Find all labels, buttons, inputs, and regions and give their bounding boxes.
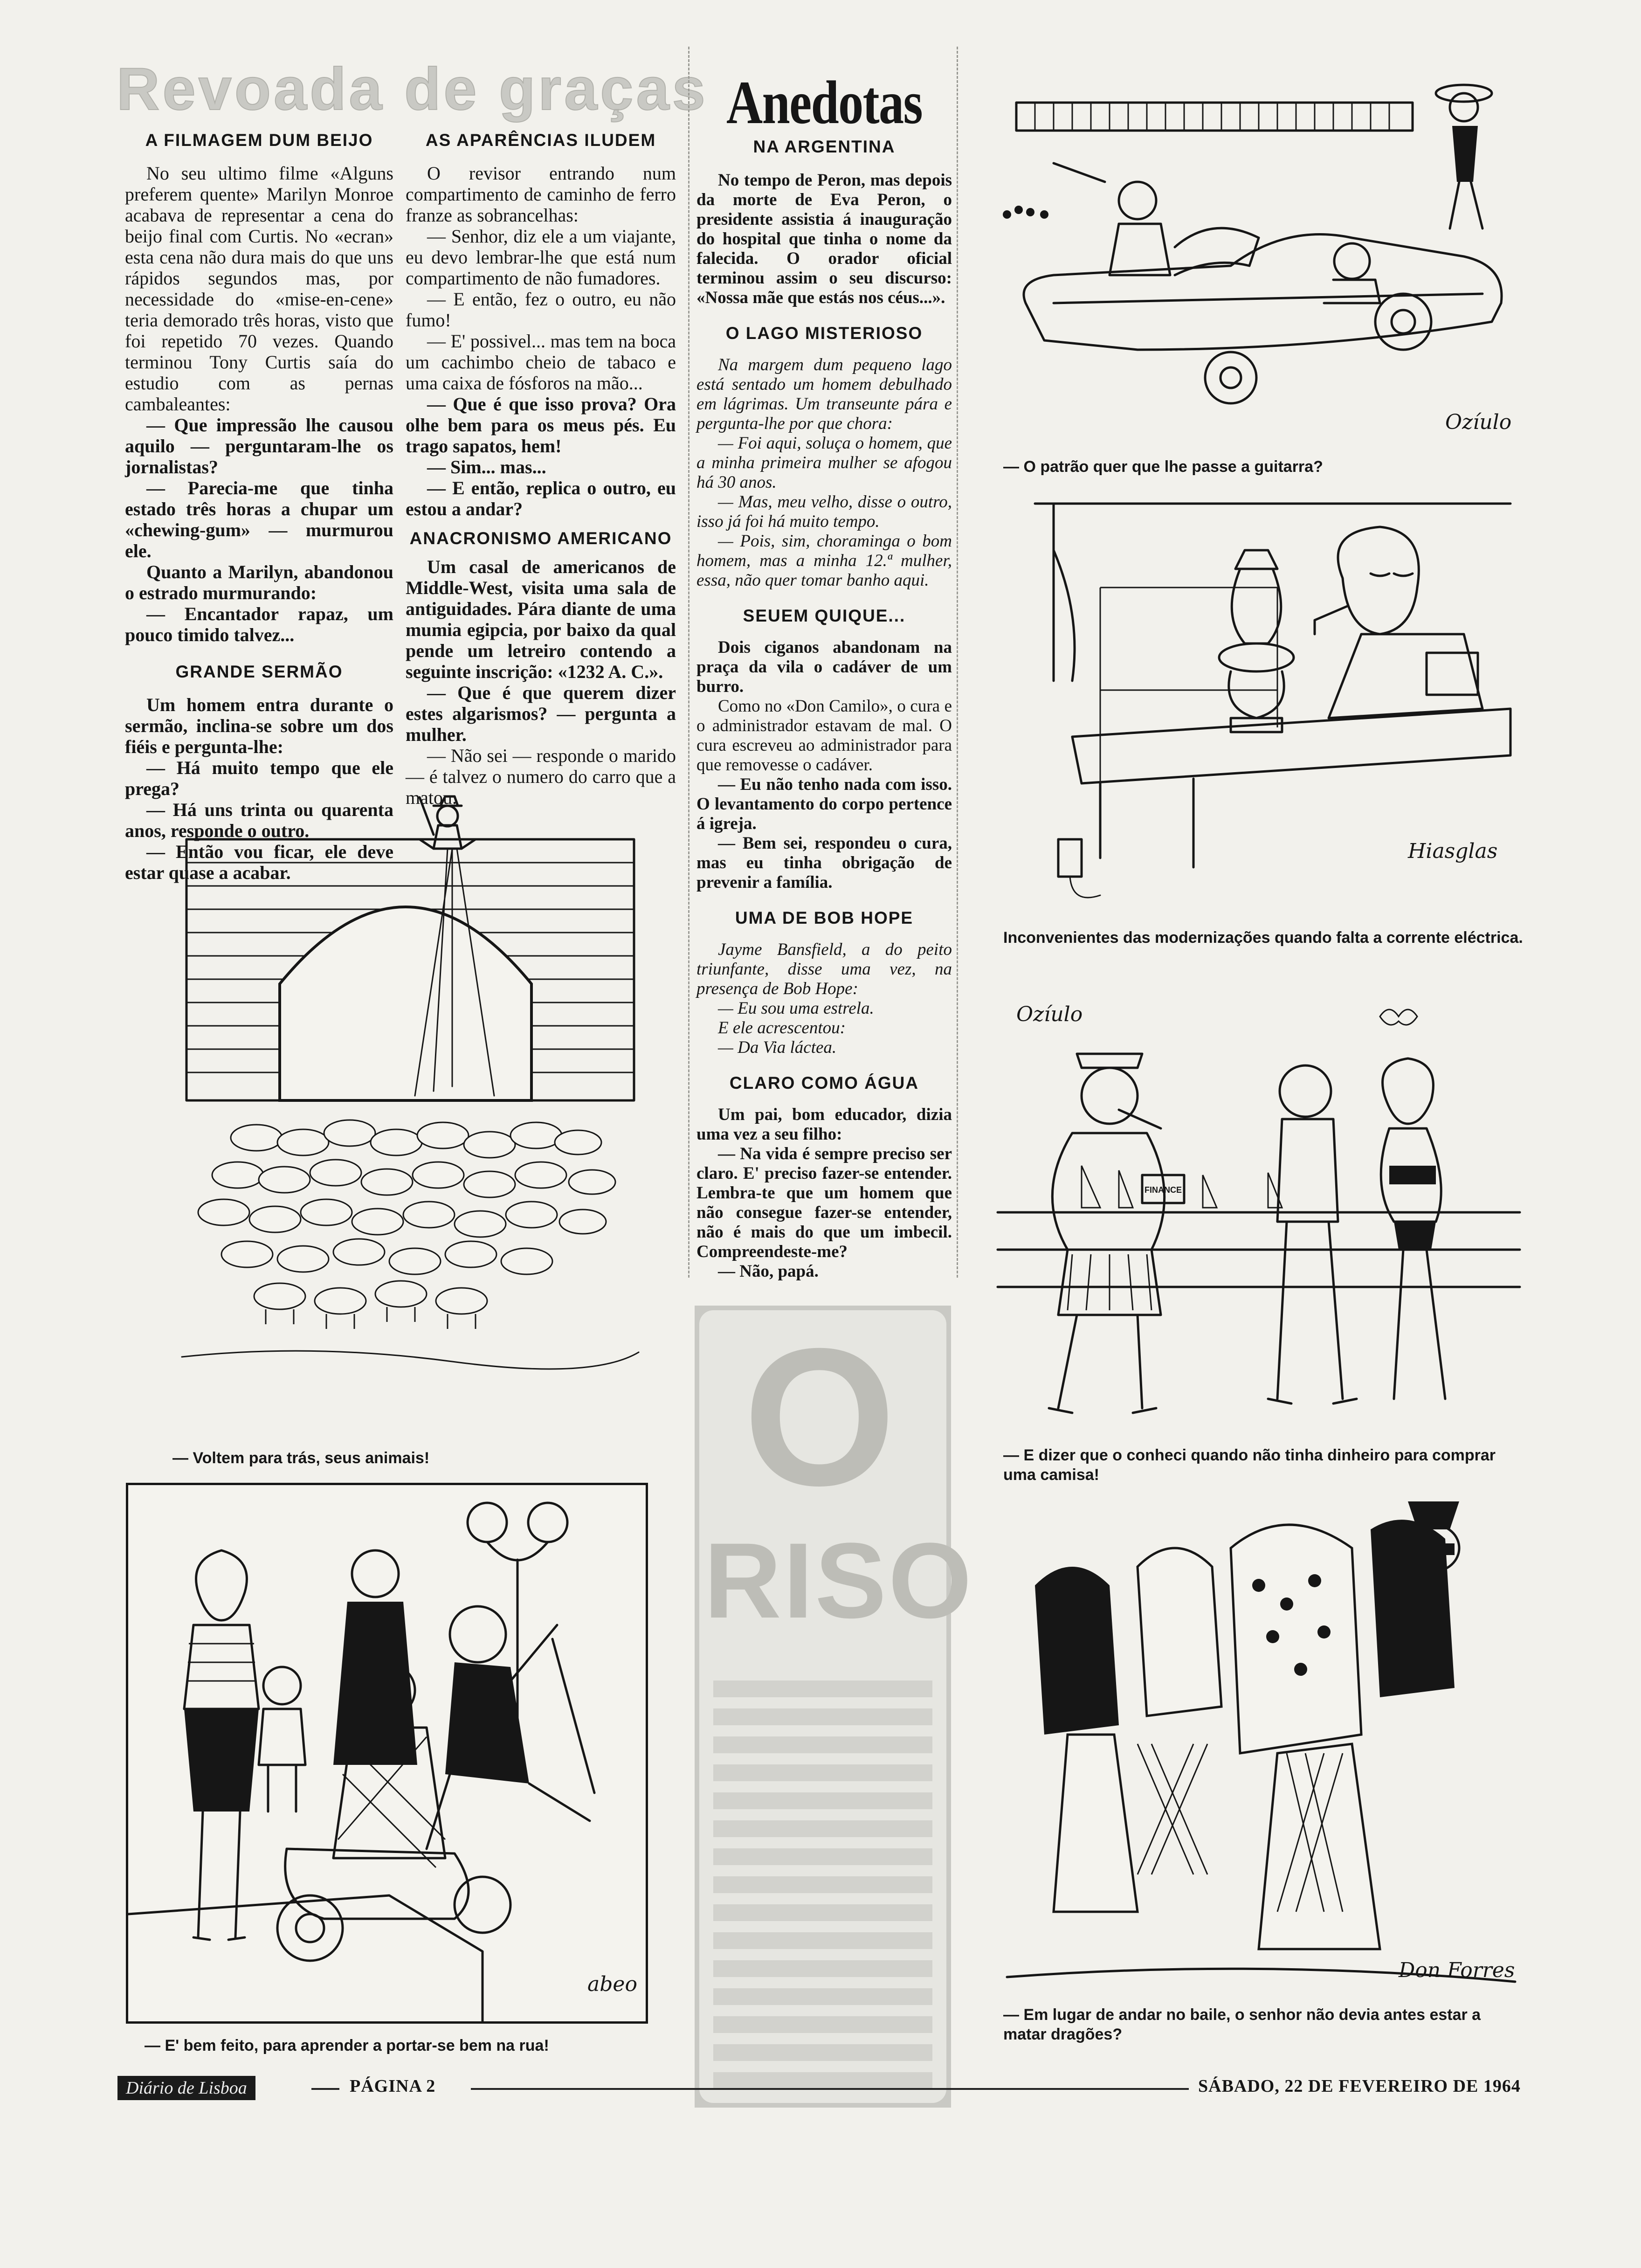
paragraph: — Não sei — responde o marido — é talvez o numero do carro que a matou. [406, 745, 676, 808]
paragraph: Um pai, bom educador, dizia uma vez a seu filho: [696, 1105, 952, 1144]
running-man-figure [427, 1606, 594, 1849]
column-1 [125, 130, 393, 883]
column-divider [688, 47, 689, 1278]
riso-texture [713, 1679, 932, 2089]
paragraph: — Senhor, diz ele a um viajante, eu devo lembrar-lhe que está num compartimento de não fumadores. [406, 226, 676, 289]
paragraph: — Parecia-me que tinha estado três horas a chupar um «chewing-gum» — murmurou ele. [125, 477, 393, 561]
grandmother-figure [333, 1550, 417, 1765]
child-figure [259, 1667, 305, 1812]
paragraph: — Pois, sim, choraminga o bom homem, mas a minha 12.ª mulher, essa, não quer tomar banho aqui. [696, 532, 952, 590]
heading-bob-hope: UMA DE BOB HOPE [735, 908, 914, 927]
paragraph: Dois ciganos abandonam na praça da vila o cadáver de um burro. [696, 638, 952, 696]
paragraph: O revisor entrando num compartimento de caminho de ferro franze as sobrancelhas: [406, 163, 676, 226]
paragraph: — E então, replica o outro, eu estou a andar? [406, 477, 676, 519]
bridge-arch [280, 907, 531, 1100]
column-3 [696, 70, 952, 1281]
paragraph: Na margem dum pequeno lago está sentado um homem debulhado em lágrimas. Um transeunte pára e pergunta-lhe por que chora: [696, 355, 952, 433]
paragraph: — Mas, meu velho, disse o outro, isso já foi há muito tempo. [696, 492, 952, 531]
heading-filmagem: A FILMAGEM DUM BEIJO [145, 131, 373, 150]
beach-signature: Ozíulo [1016, 1003, 1083, 1026]
paragraph: — E' possivel... mas tem na boca um cachimbo cheio de tabaco e uma caixa de fósforos na mão... [406, 331, 676, 394]
street-signature: abeo [587, 1972, 637, 1996]
music-notes [1003, 206, 1048, 219]
car-illustration [998, 61, 1520, 452]
butterfly [1380, 1010, 1417, 1025]
paragraph: — Que impressão lhe causou aquilo — perguntaram-lhe os jornalistas? [125, 415, 393, 477]
sea-wall [998, 1250, 1520, 1287]
chauffeur-figure [1324, 243, 1380, 303]
paragraph: — Na vida é sempre preciso ser claro. E' preciso fazer-se entender. Lembra-te que um homem que não consegue fazer-se entender, não é mais do que um imbecil. Compreendeste-me? [696, 1144, 952, 1261]
issue-date: SÁBADO, 22 DE FEVEREIRO DE 1964 [1198, 2076, 1521, 2096]
paragraph: E ele acrescentou: [718, 1018, 846, 1037]
paragraph: Como no «Don Camilo», o cura e o administrador estavam de mal. O cura escreveu ao administrador para que removesse o cadáver. [696, 697, 952, 774]
paragraph: — Da Via láctea. [718, 1038, 837, 1057]
power-cord [1070, 877, 1100, 898]
lamp-signature: Hiasglas [1408, 839, 1498, 863]
riso-word-riso: RISO [704, 1521, 974, 1640]
sheep-bridge-illustration [172, 788, 648, 1431]
paragraph: — Há uns trinta ou quarenta anos, responde o outro. [125, 799, 393, 841]
beach-illustration [988, 989, 1524, 1436]
musician-figure [1054, 163, 1259, 275]
anedotas-title: Anedotas [726, 68, 922, 137]
balusters [1035, 103, 1389, 131]
drover-figure [420, 796, 476, 849]
sheep-caption: — Voltem para trás, seus animais! [172, 1449, 430, 1467]
crowd-shapes [1035, 1520, 1455, 1949]
heading-claro: CLARO COMO ÁGUA [729, 1073, 919, 1093]
car-signature: Ozíulo [1445, 410, 1512, 434]
window-frame [1035, 504, 1510, 681]
bikini-woman-figure [1381, 1058, 1445, 1399]
column-2 [406, 130, 676, 808]
ground-line [182, 1351, 639, 1369]
lamp-caption: Inconvenientes das modernizações quando falta a corrente eléctrica. [1003, 929, 1523, 947]
paragraph: Um casal de americanos de Middle-West, visita uma sala de antiguidades. Pára diante de uma mumia egipcia, por baixo da qual pende um letreiro contendo a seguinte inscrição: «1232 A. C.». [406, 556, 676, 682]
paragraph: — Eu não tenho nada com isso. O levantamento do corpo pertence á igreja. [696, 775, 952, 833]
paragraph: — Que é que isso prova? Ora olhe bem para os meus pés. Eu trago sapatos, hem! [406, 394, 676, 456]
paragraph: Quanto a Marilyn, abandonou o estrado murmurando: [125, 561, 393, 603]
ball-caption: — Em lugar de andar no baile, o senhor não devia antes estar a matar dragões? [1003, 2006, 1481, 2043]
paragraph: — Há muito tempo que ele prega? [125, 757, 393, 799]
footer-rule [311, 2088, 339, 2090]
paragraph: — Então vou ficar, ele deve estar quase a acabar. [125, 841, 393, 883]
heading-sermao: GRANDE SERMÃO [175, 662, 343, 681]
sailboats [1082, 1166, 1282, 1208]
paragraph: — Sim... mas... [427, 456, 546, 477]
car-wheel [1205, 352, 1256, 403]
footer-rule [471, 2088, 1189, 2090]
paragraph: — Foi aqui, soluça o homem, que a minha primeira mulher se afogou há 30 anos. [696, 434, 952, 492]
finance-label: FINANCE [1145, 1185, 1182, 1195]
window-panes [1100, 588, 1277, 783]
section-title: Revoada de graças [117, 56, 708, 123]
balustrade [1016, 103, 1413, 131]
woman-figure [184, 1550, 259, 1940]
paragraph: — Não, papá. [718, 1262, 819, 1281]
street-illustration [128, 1485, 646, 2021]
paragraph: — Que é que querem dizer estes algarismos? — pergunta a mulher. [406, 682, 676, 745]
man-with-pipe [1315, 527, 1482, 718]
paragraph: Jayme Bansfield, a do peito triunfante, disse uma vez, na presença de Bob Hope: [696, 940, 952, 998]
woman-with-hat [1436, 85, 1492, 228]
newspaper-logo: Diário de Lisboa [117, 2076, 255, 2100]
riso-block [695, 1306, 974, 2108]
oil-lamp [1219, 550, 1294, 732]
page-number: PÁGINA 2 [350, 2076, 436, 2096]
fat-man-figure [1049, 1054, 1184, 1413]
wall-socket [1058, 839, 1082, 877]
ball-illustration [998, 1492, 1524, 1996]
street-caption: — E' bem feito, para aprender a portar-se bem na rua! [145, 2037, 549, 2054]
car-caption: — O patrão quer que lhe passe a guitarra? [1003, 458, 1323, 476]
heading-aparencias: AS APARÊNCIAS ILUDEM [425, 131, 656, 150]
paragraph: No seu ultimo filme «Alguns preferem quente» Marilyn Monroe acabava de representar a cena do beijo final com Curtis. No «ecran» esta cena não dura mais do que uns rápidos segundos mas, por necessidade do «mise-en-cene» teria demorado três horas, visto que foi repetido 70 vezes. Quando terminou Tony Curtis saía do estudio com as pernas cambaleantes: [125, 163, 393, 415]
paragraph: — E então, fez o outro, eu não fumo! [406, 289, 676, 331]
paragraph: — Encantador rapaz, um pouco timido talvez... [125, 603, 393, 645]
thin-man-figure [1268, 1065, 1357, 1404]
car-wheel [1375, 294, 1431, 350]
heading-lago: O LAGO MISTERIOSO [725, 324, 923, 343]
paragraph: — Eu sou uma estrela. [718, 999, 874, 1018]
paragraph: No tempo de Peron, mas depois da morte de Eva Peron, o presidente assistia á inauguração do hospital que tinha o nome da falecida. O orador oficial terminou assim o seu discurso: «Nossa mãe que estás nos céus...». [696, 171, 952, 307]
heading-seuem: SEUEM QUIQUE... [743, 606, 906, 625]
sheep-herd [198, 1120, 615, 1314]
paragraph: — Bem sei, respondeu o cura, mas eu tinha obrigação de prevenir a família. [696, 834, 952, 892]
paragraph: Um homem entra durante o sermão, inclina-se sobre um dos fiéis e pergunta-lhe: [125, 694, 393, 757]
beach-caption: — E dizer que o conheci quando não tinha dinheiro para comprar uma camisa! [1003, 1446, 1496, 1484]
riso-word-o: O [743, 1308, 898, 1527]
heading-anacronismo: ANACRONISMO AMERICANO [409, 529, 672, 548]
heading-argentina: NA ARGENTINA [753, 137, 896, 156]
ball-signature: Don Forres [1399, 1958, 1515, 1982]
column-divider [957, 47, 958, 1278]
